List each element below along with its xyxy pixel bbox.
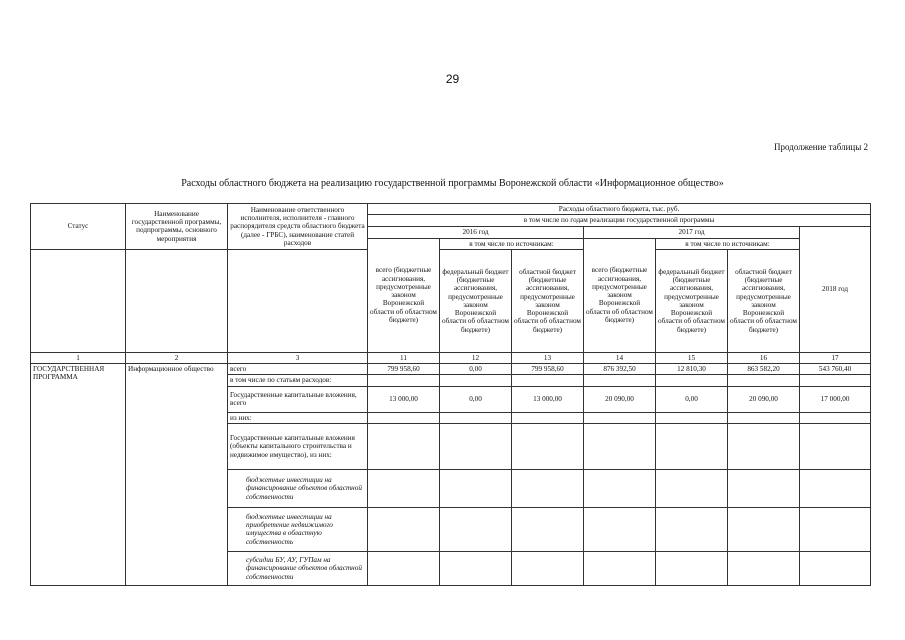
- empty-cell: [728, 469, 800, 507]
- col-number: 2: [126, 352, 228, 363]
- header-by-years: в том числе по годам реализации государственной программы: [368, 215, 871, 226]
- empty-cell: [368, 412, 440, 423]
- total-2017-regional: 863 582,20: [728, 364, 800, 375]
- budget-table: [30, 203, 871, 586]
- empty-cell: [584, 423, 656, 469]
- header-expenses: Расходы областного бюджета, тыс. руб.: [368, 204, 871, 215]
- empty-cell: [584, 507, 656, 551]
- empty-cell: [584, 375, 656, 386]
- capital-2018: 17 000,00: [800, 386, 871, 412]
- col-number: 13: [512, 352, 584, 363]
- empty-cell: [440, 375, 512, 386]
- empty-cell: [512, 507, 584, 551]
- empty-cell: [440, 469, 512, 507]
- row-total-label: всего: [228, 364, 368, 375]
- header-year-2017: 2017 год: [584, 226, 800, 238]
- row-capital-label: Государственные капитальные вложения, всего: [228, 386, 368, 412]
- status-cell: ГОСУДАРСТВЕННАЯ ПРОГРАММА: [31, 364, 126, 586]
- row-invest-financing-label: бюджетные инвестиции на финансирование объектов областной собственности: [228, 469, 368, 507]
- header-program-name: Наименование государственной программы, подпрограммы, основного мероприятия: [126, 204, 228, 250]
- header-2017-by-sources: в том числе по источникам:: [656, 238, 800, 249]
- col-number: 15: [656, 352, 728, 363]
- header-year-2018: 2018 год: [800, 226, 871, 352]
- col-number: 12: [440, 352, 512, 363]
- capital-2017-regional: 20 090,00: [728, 386, 800, 412]
- empty-cell: [728, 551, 800, 585]
- total-2018: 543 760,40: [800, 364, 871, 375]
- header-2017-regional: областной бюджет (бюджетные ассигнования, предусмотренные законом Воронежской области об областном бюджете): [728, 249, 800, 352]
- empty-cell: [368, 469, 440, 507]
- empty-cell: [728, 412, 800, 423]
- empty-cell: [800, 412, 871, 423]
- header-2016-federal: федеральный бюджет (бюджетные ассигнования, предусмотренные законом Воронежской области об областном бюджете): [440, 249, 512, 352]
- empty-cell: [512, 423, 584, 469]
- empty-cell: [800, 469, 871, 507]
- empty-cell: [584, 469, 656, 507]
- table-continuation-note: Продолжение таблицы 2: [774, 142, 868, 152]
- header-2016-total: всего (бюджетные ассигнования, предусмотренные законом Воронежской области об областном бюджете): [368, 238, 440, 352]
- empty-cell: [728, 423, 800, 469]
- program-name-cell: Информационное общество: [126, 364, 228, 586]
- capital-2017-all: 20 090,00: [584, 386, 656, 412]
- empty-cell: [656, 551, 728, 585]
- capital-2016-all: 13 000,00: [368, 386, 440, 412]
- header-2017-federal: федеральный бюджет (бюджетные ассигнования, предусмотренные законом Воронежской области об областном бюджете): [656, 249, 728, 352]
- empty-cell: [800, 423, 871, 469]
- empty-cell: [800, 507, 871, 551]
- empty-cell: [656, 375, 728, 386]
- total-2016-all: 799 958,60: [368, 364, 440, 375]
- empty-cell: [512, 551, 584, 585]
- header-2017-total: всего (бюджетные ассигнования, предусмотренные законом Воронежской области об областном бюджете): [584, 238, 656, 352]
- header-status: Статус: [31, 204, 126, 250]
- empty-cell: [656, 469, 728, 507]
- header-2016-regional: областной бюджет (бюджетные ассигнования, предусмотренные законом Воронежской области об областном бюджете): [512, 249, 584, 352]
- empty-cell: [512, 375, 584, 386]
- document-title: Расходы областного бюджета на реализацию государственной программы Воронежской области «Информационное общество»: [181, 178, 724, 189]
- total-2017-all: 876 392,50: [584, 364, 656, 375]
- col-number: 16: [728, 352, 800, 363]
- empty-cell: [512, 412, 584, 423]
- row-subsidies-label: субсидии БУ, АУ, ГУПам на финансирование объектов областной собственности: [228, 551, 368, 585]
- total-2016-regional: 799 958,60: [512, 364, 584, 375]
- empty-cell: [440, 412, 512, 423]
- page-number: 29: [445, 72, 460, 86]
- col-number: 14: [584, 352, 656, 363]
- capital-2016-federal: 0,00: [440, 386, 512, 412]
- header-year-2016: 2016 год: [368, 226, 584, 238]
- empty-cell: [800, 375, 871, 386]
- capital-2017-federal: 0,00: [656, 386, 728, 412]
- empty-cell: [800, 551, 871, 585]
- header-status-cont: [31, 249, 126, 352]
- row-cap-construction-label: Государственные капитальные вложения (объекты капитального строительства и недвижимое имущество), из них:: [228, 423, 368, 469]
- empty-cell: [656, 507, 728, 551]
- empty-cell: [512, 469, 584, 507]
- empty-cell: [728, 507, 800, 551]
- total-2017-federal: 12 810,30: [656, 364, 728, 375]
- header-executor: Наименование ответственного исполнителя, исполнителя - главного распорядителя средств областного бюджета (далее - ГРБС), наименование статей расходов: [228, 204, 368, 250]
- total-2016-federal: 0,00: [440, 364, 512, 375]
- empty-cell: [584, 551, 656, 585]
- capital-2016-regional: 13 000,00: [512, 386, 584, 412]
- row-invest-acquisition-label: бюджетные инвестиции на приобретение недвижимого имущества в областную собственность: [228, 507, 368, 551]
- empty-cell: [368, 551, 440, 585]
- row-by-articles-label: в том числе по статьям расходов:: [228, 375, 368, 386]
- empty-cell: [440, 423, 512, 469]
- header-program-cont: [126, 249, 228, 352]
- empty-cell: [656, 423, 728, 469]
- row-of-which-label: из них:: [228, 412, 368, 423]
- empty-cell: [368, 375, 440, 386]
- empty-cell: [728, 375, 800, 386]
- col-number: 1: [31, 352, 126, 363]
- empty-cell: [368, 507, 440, 551]
- header-executor-cont: [228, 249, 368, 352]
- col-number: 11: [368, 352, 440, 363]
- col-number: 17: [800, 352, 871, 363]
- empty-cell: [440, 507, 512, 551]
- empty-cell: [368, 423, 440, 469]
- empty-cell: [584, 412, 656, 423]
- empty-cell: [440, 551, 512, 585]
- col-number: 3: [228, 352, 368, 363]
- header-2016-by-sources: в том числе по источникам:: [440, 238, 584, 249]
- empty-cell: [656, 412, 728, 423]
